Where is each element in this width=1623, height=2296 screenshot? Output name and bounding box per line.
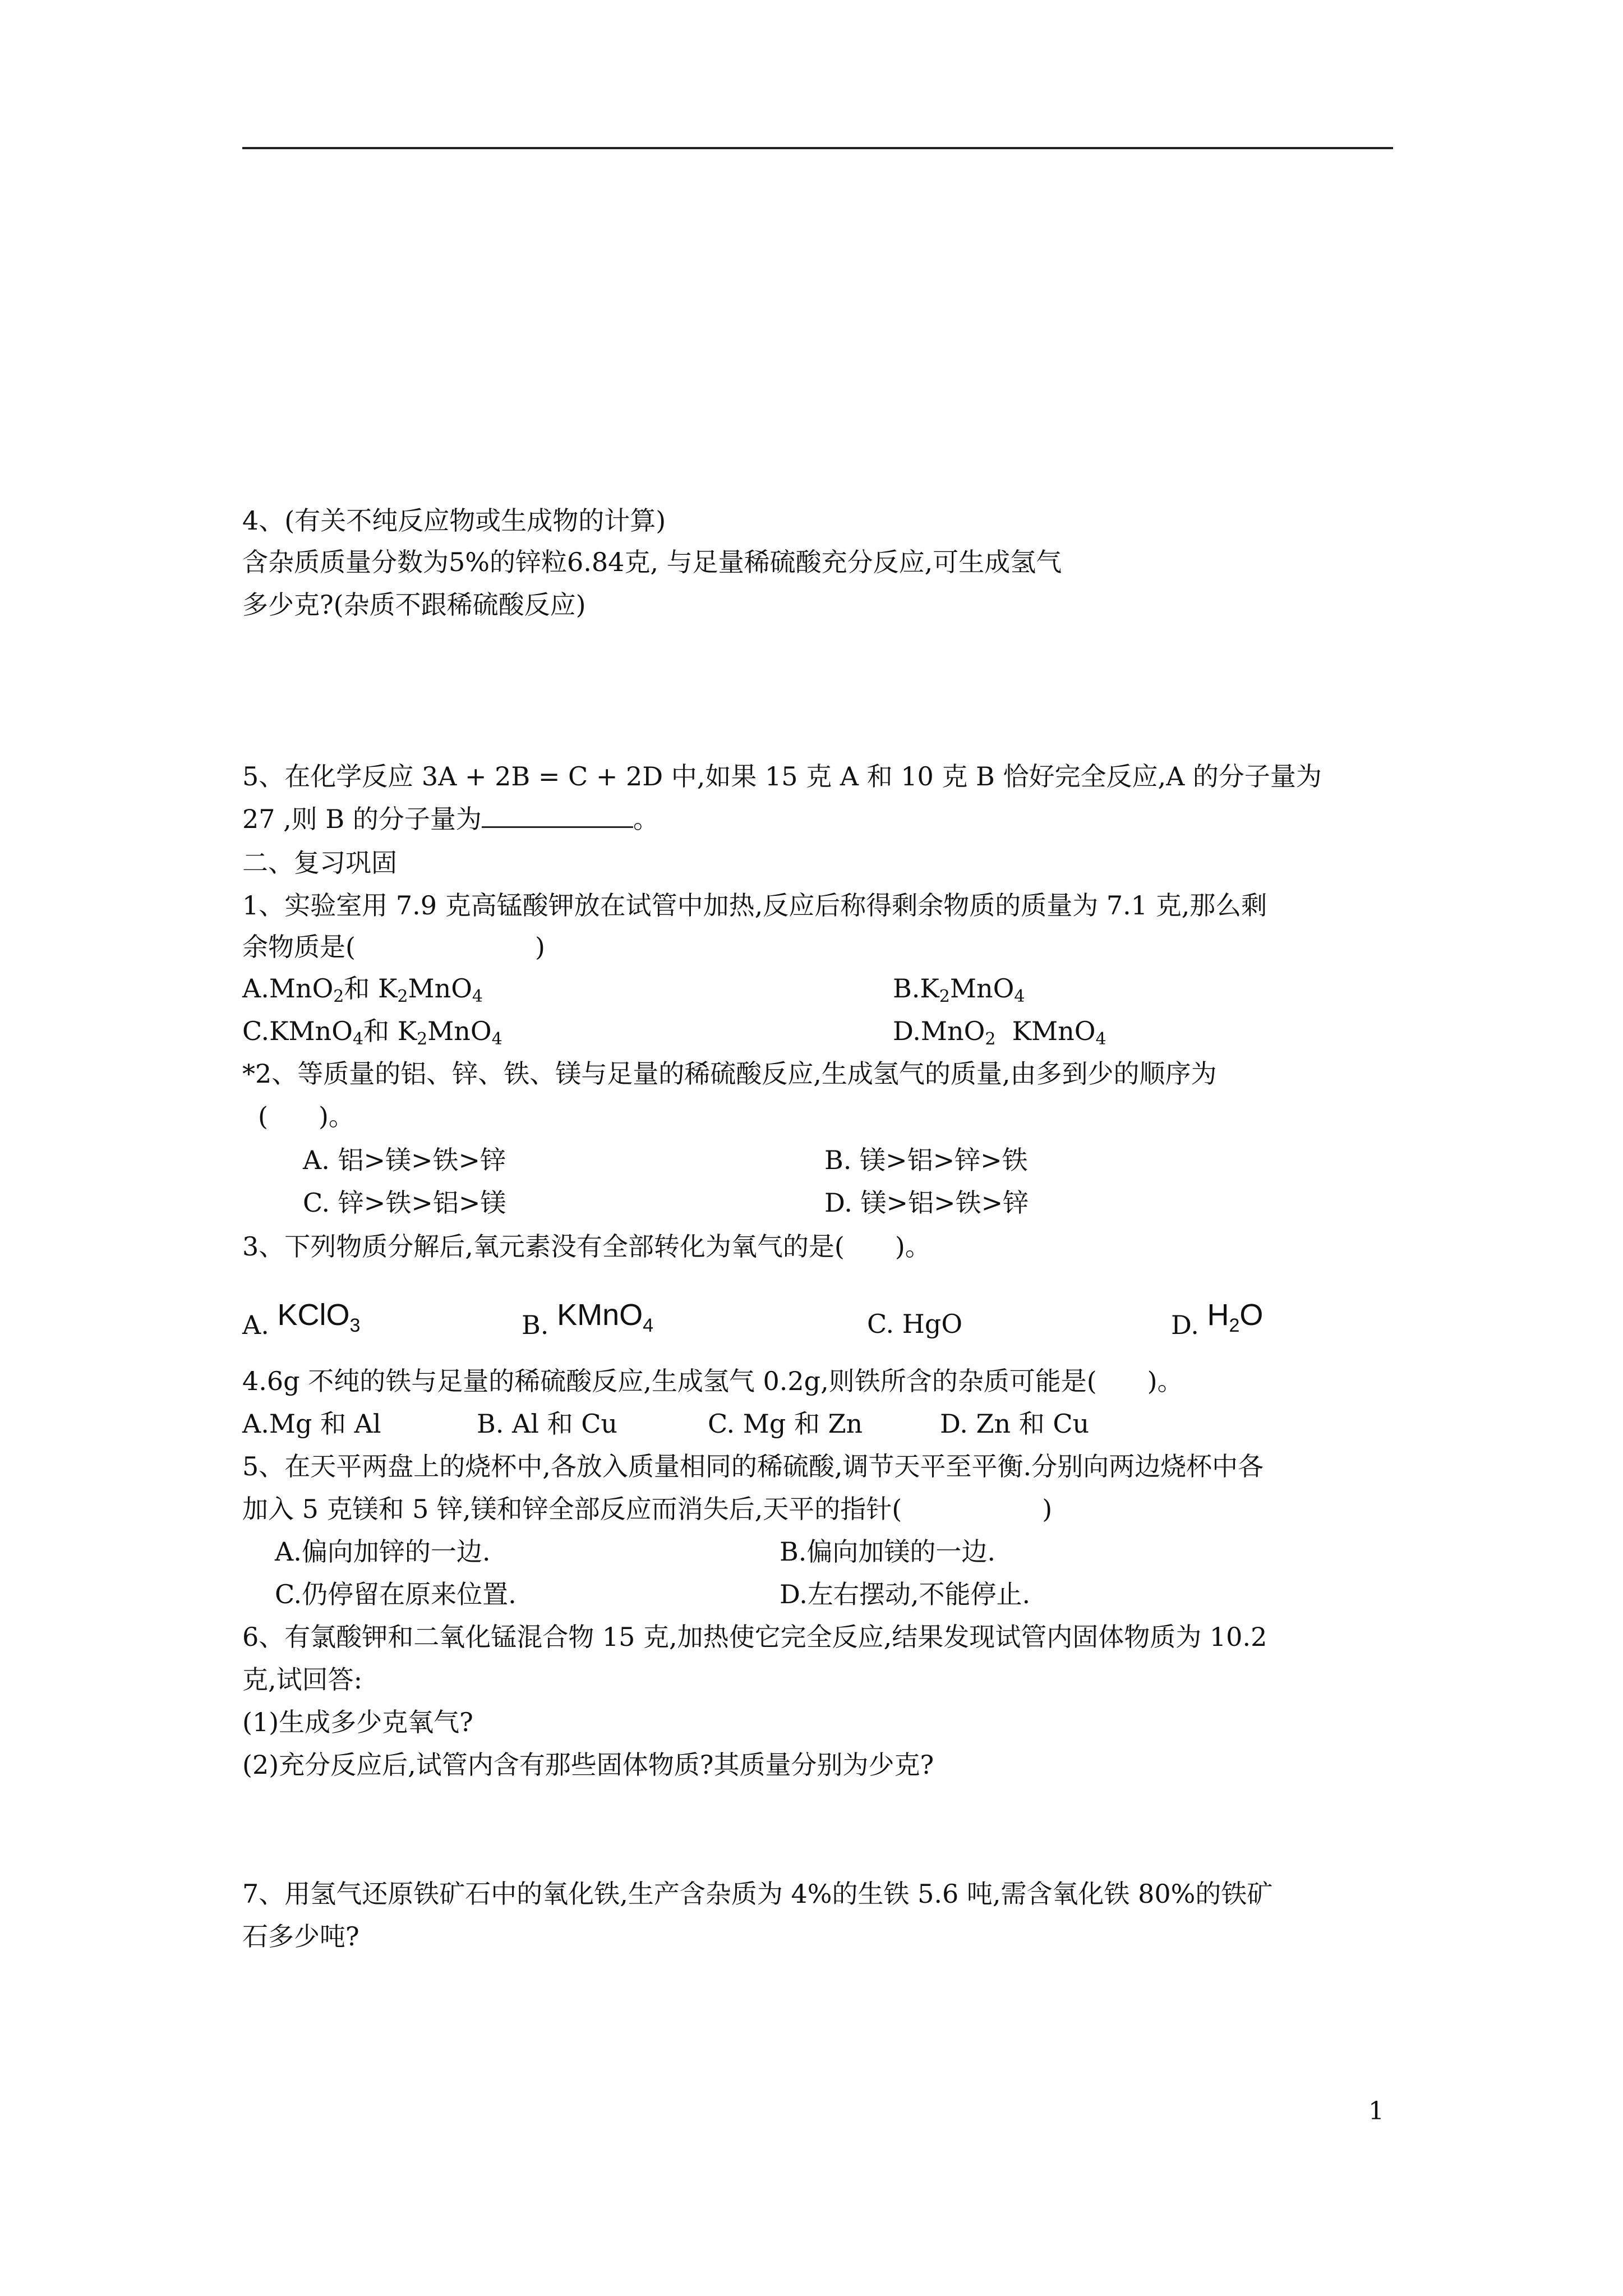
r-q1-option-c bbox=[242, 1014, 502, 1056]
r-q3-text: 3、下列物质分解后,氧元素没有全部转化为氧气的是( bbox=[242, 1231, 845, 1262]
r-q2-option-a: A. 铝>镁>铁>锌 bbox=[303, 1145, 506, 1175]
r-q3-line1 bbox=[242, 1230, 931, 1263]
q5-line2 bbox=[242, 802, 659, 836]
formula-part: KMnO bbox=[557, 1298, 643, 1332]
formula-sub: 3 bbox=[349, 1315, 361, 1336]
formula-part: H bbox=[1207, 1298, 1229, 1332]
r-q5-option-d: D.左右摆动,不能停止. bbox=[780, 1579, 1031, 1609]
r-q2-line1: *2、等质量的铝、锌、铁、镁与足量的稀硫酸反应,生成氢气的质量,由多到少的顺序为 bbox=[242, 1059, 1217, 1089]
q4-line2: 多少克?(杂质不跟稀硫酸反应) bbox=[242, 590, 586, 620]
r-q5-close: ) bbox=[1042, 1494, 1053, 1524]
r-q1-c-sub: 4 bbox=[491, 1029, 502, 1049]
r-q1-a-part: A.MnO bbox=[242, 973, 334, 1004]
r-q1-b-sub: 2 bbox=[939, 987, 950, 1006]
r-q2-close: )。 bbox=[318, 1101, 354, 1131]
formula-part: KClO bbox=[277, 1298, 350, 1332]
r-q5-line2 bbox=[242, 1492, 1052, 1526]
r-q4-line1 bbox=[242, 1364, 1183, 1398]
r-q5-text: 加入 5 克镁和 5 锌,镁和锌全部反应而消失后,天平的指针( bbox=[242, 1494, 902, 1524]
r-q1-b-part: B.K bbox=[893, 973, 939, 1004]
r-q1-c-sub: 2 bbox=[417, 1029, 428, 1049]
formula-sub: 2 bbox=[1229, 1315, 1240, 1336]
r-q3-close: )。 bbox=[895, 1231, 931, 1262]
section2-heading: 二、复习巩固 bbox=[242, 848, 397, 878]
r-q2-option-c: C. 锌>铁>铝>镁 bbox=[303, 1188, 506, 1218]
r-q3-d-label: D. bbox=[1171, 1310, 1199, 1340]
r-q1-a-sub: 4 bbox=[472, 987, 483, 1006]
r-q1-c-part: C.KMnO bbox=[242, 1016, 353, 1046]
r-q2-option-d: D. 镁>铝>铁>锌 bbox=[824, 1188, 1029, 1218]
r-q1-d-sub: 4 bbox=[1095, 1029, 1106, 1049]
r-q2-line2 bbox=[258, 1099, 354, 1133]
r-q1-b-sub: 4 bbox=[1014, 987, 1025, 1006]
r-q4-option-a: A.Mg 和 Al bbox=[242, 1409, 381, 1439]
header-rule bbox=[242, 147, 1393, 149]
r-q1-d-sub: 2 bbox=[985, 1029, 996, 1049]
r-q7-line1: 7、用氢气还原铁矿石中的氧化铁,生产含杂质为 4%的生铁 5.6 吨,需含氧化铁 80%的铁矿 bbox=[242, 1879, 1273, 1909]
q5-line2-text: 27 ,则 B 的分子量为 bbox=[242, 804, 482, 834]
r-q3-a-label: A. bbox=[242, 1310, 269, 1340]
r-q3-option-d bbox=[1171, 1298, 1264, 1351]
r-q4-option-c: C. Mg 和 Zn bbox=[708, 1409, 863, 1439]
r-q3-b-label: B. bbox=[522, 1310, 549, 1340]
r-q3-option-a bbox=[242, 1298, 361, 1351]
r-q5-line1: 5、在天平两盘上的烧杯中,各放入质量相同的稀硫酸,调节天平至平衡.分别向两边烧杯中各 bbox=[242, 1451, 1264, 1481]
r-q7-line2: 石多少吨? bbox=[242, 1921, 359, 1952]
r-q5-option-a: A.偏向加锌的一边. bbox=[275, 1536, 491, 1567]
r-q6-line1: 6、有氯酸钾和二氧化锰混合物 15 克,加热使它完全反应,结果发现试管内固体物质为 10.2 bbox=[242, 1622, 1267, 1652]
q5-line1: 5、在化学反应 3A + 2B = C + 2D 中,如果 15 克 A 和 10 克 B 恰好完全反应,A 的分子量为 bbox=[242, 761, 1322, 792]
r-q1-line2-text: 余物质是( bbox=[242, 932, 356, 962]
r-q1-c-sub: 4 bbox=[352, 1029, 364, 1049]
page-number: 1 bbox=[1368, 2097, 1384, 2125]
r-q2-open: ( bbox=[258, 1101, 268, 1131]
r-q1-a-sub: 2 bbox=[333, 987, 344, 1006]
r-q1-line1: 1、实验室用 7.9 克高锰酸钾放在试管中加热,反应后称得剩余物质的质量为 7.1 克,那么剩 bbox=[242, 890, 1267, 921]
formula-sub: 4 bbox=[643, 1315, 654, 1336]
r-q1-d-part: D.MnO bbox=[893, 1016, 985, 1046]
formula-part: O bbox=[1239, 1298, 1264, 1332]
r-q5-option-b: B.偏向加镁的一边. bbox=[780, 1536, 996, 1567]
q5-line2-end: 。 bbox=[633, 804, 659, 834]
r-q1-a-sub: 2 bbox=[397, 987, 408, 1006]
r-q3-option-b bbox=[522, 1298, 654, 1351]
h2o-formula bbox=[1207, 1298, 1264, 1336]
r-q1-c-part: MnO bbox=[427, 1016, 492, 1046]
r-q1-line2-close: ) bbox=[534, 932, 545, 962]
r-q1-option-d bbox=[893, 1014, 1106, 1056]
r-q1-a-part: 和 K bbox=[344, 973, 398, 1004]
r-q1-line2 bbox=[242, 930, 545, 964]
q4-line1: 含杂质质量分数为5%的锌粒6.84克, 与足量稀硫酸充分反应,可生成氢气 bbox=[242, 547, 1062, 577]
r-q1-option-b bbox=[893, 972, 1025, 1014]
r-q6-line3: (1)生成多少克氧气? bbox=[242, 1707, 473, 1737]
r-q1-b-part: MnO bbox=[949, 973, 1015, 1004]
r-q1-a-part: MnO bbox=[408, 973, 472, 1004]
answer-blank bbox=[482, 804, 633, 828]
kmno4-formula bbox=[557, 1298, 654, 1336]
r-q4-close: )。 bbox=[1147, 1366, 1183, 1396]
q4-title: 4、(有关不纯反应物或生成物的计算) bbox=[242, 505, 666, 536]
r-q5-option-c: C.仍停留在原来位置. bbox=[275, 1579, 517, 1609]
r-q6-line2: 克,试回答: bbox=[242, 1664, 363, 1695]
r-q3-option-c: C. HgO bbox=[867, 1309, 963, 1339]
r-q4-option-d: D. Zn 和 Cu bbox=[940, 1409, 1090, 1439]
r-q2-option-b: B. 镁>铝>锌>铁 bbox=[824, 1145, 1028, 1175]
r-q1-option-a bbox=[242, 972, 483, 1014]
kclo3-formula bbox=[277, 1298, 361, 1336]
r-q6-line4: (2)充分反应后,试管内含有那些固体物质?其质量分别为少克? bbox=[242, 1750, 934, 1780]
r-q4-option-b: B. Al 和 Cu bbox=[477, 1409, 618, 1439]
r-q1-d-part: KMnO bbox=[995, 1016, 1096, 1046]
r-q4-text: 4.6g 不纯的铁与足量的稀硫酸反应,生成氢气 0.2g,则铁所含的杂质可能是( bbox=[242, 1366, 1097, 1396]
r-q1-c-part: 和 K bbox=[363, 1016, 417, 1046]
